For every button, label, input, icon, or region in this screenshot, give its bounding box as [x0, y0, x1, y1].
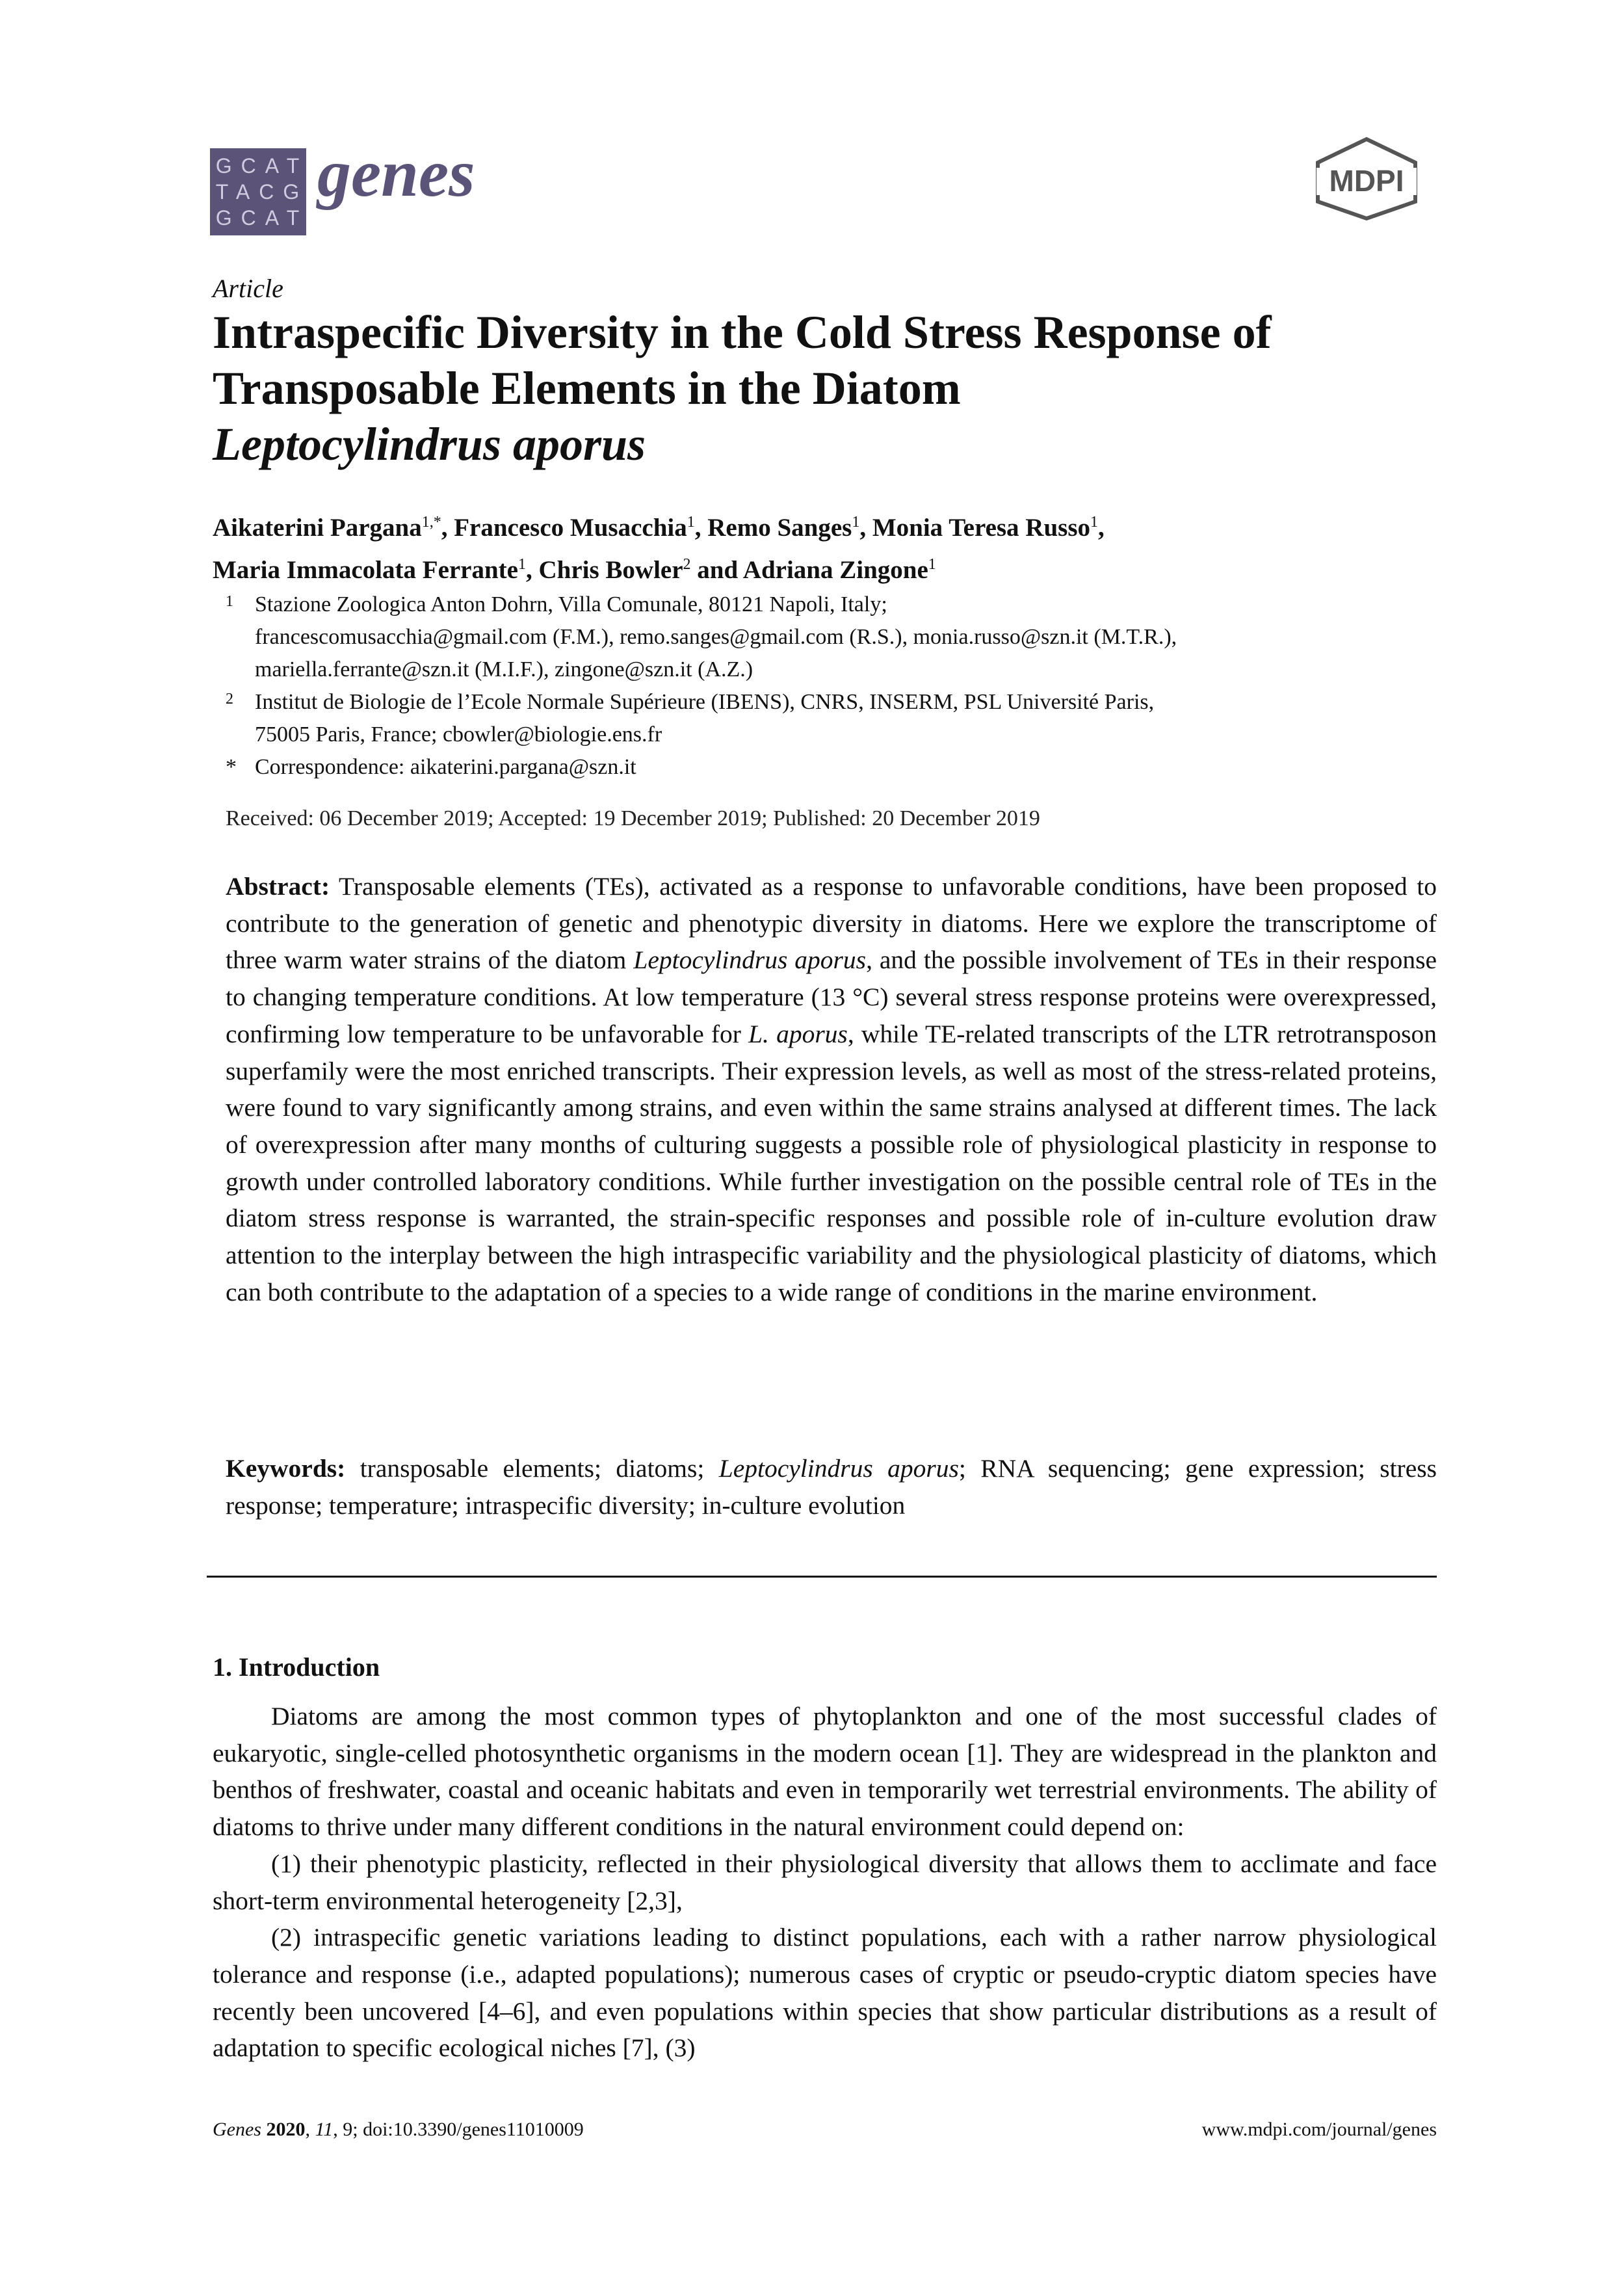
author-sep: ,: [694, 514, 708, 542]
title-line-1: Intraspecific Diversity in the Cold Stress Response of: [213, 306, 1272, 358]
author-affil-sup: 1: [517, 556, 526, 573]
author-affil-sup: 1: [928, 556, 936, 573]
species-name: L. aporus: [748, 1019, 848, 1048]
author-name: Remo Sanges: [707, 514, 852, 542]
correspondence-text: Correspondence: aikaterini.pargana@szn.it: [255, 755, 636, 779]
journal-logo-icon: [210, 148, 309, 235]
affiliation-line: Institut de Biologie de l’Ecole Normale Supérieure (IBENS), CNRS, INSERM, PSL Université Paris,: [255, 690, 1155, 714]
section-divider: [207, 1576, 1437, 1578]
author-affil-sup: 1: [1090, 514, 1099, 531]
author-sep: ,: [441, 514, 454, 542]
affiliation-text: [255, 686, 1428, 751]
body-paragraph: (1) their phenotypic plasticity, reflected in their physiological diversity that allows them to acclimate and face short-term environmental heterogeneity [2,3],: [213, 1849, 1437, 1915]
footer-volume: 11: [315, 2119, 334, 2140]
author-affil-sup: 1,*: [421, 514, 441, 531]
title-line-2: Transposable Elements in the Diatom: [213, 362, 961, 414]
abstract-text: , and the possible involvement of TEs in their response to changing temperature conditions. At low temperature (13 °C) several stress response proteins were overexpressed, confirming low temperature to be unfavorable for: [226, 946, 1437, 1048]
citation-footer: Genes 2020, 11, 9; doi:10.3390/genes11010009: [213, 2119, 584, 2140]
introduction-body: [213, 1698, 1437, 2067]
keywords-text: transposable elements; diatoms;: [345, 1454, 719, 1483]
affiliation-line: mariella.ferrante@szn.it (M.I.F.), zingone@szn.it (A.Z.): [255, 657, 753, 681]
body-paragraph: Diatoms are among the most common types of phytoplankton and one of the most successful clades of eukaryotic, single-celled photosynthetic organisms in the modern ocean [1]. They are widespread in the plankton and benthos of freshwater, coastal and oceanic habitats and even in temporarily wet terrestrial environments. The ability of diatoms to thrive under many different conditions in the natural environment could depend on:: [213, 1702, 1437, 1842]
affiliation-item: [226, 589, 1428, 686]
author-affil-sup: 1: [687, 514, 695, 531]
author-name: Aikaterini Pargana: [213, 514, 422, 542]
body-paragraph: (2) intraspecific genetic variations leading to distinct populations, each with a rather narrow physiological tolerance and response (i.e., adapted populations); numerous cases of cryptic or pseudo-cryptic diatom species have recently been uncovered [4–6], and even populations within species that show particular distributions as a result of adaptation to specific ecological niches [7], (3): [213, 1923, 1437, 2063]
author-name: Monia Teresa Russo: [872, 514, 1091, 542]
keywords-label: Keywords:: [226, 1454, 346, 1483]
author-affil-sup: 1: [852, 514, 860, 531]
keywords-text: ; RNA sequencing; gene expression; stress response; temperature; intraspecific diversity; in-culture evolution: [226, 1454, 1437, 1520]
author-name: Maria Immacolata Ferrante: [213, 556, 518, 584]
author-sep: ,: [525, 556, 539, 584]
affiliation-item: [226, 686, 1428, 751]
affiliation-mark: 2: [226, 691, 233, 708]
abstract-text: Transposable elements (TEs), activated as a response to unfavorable conditions, have been proposed to contribute to the generation of genetic and phenotypic diversity in diatoms. Here we explore the transcriptome of three warm water strains of the diatom: [226, 872, 1437, 975]
author-affil-sup: 2: [683, 556, 691, 573]
affiliation-mark: 1: [226, 593, 233, 610]
footer-year: 2020: [266, 2119, 306, 2140]
logo-letters-row1: GCAT: [215, 154, 309, 178]
svg-text:MDPI: MDPI: [1329, 164, 1404, 198]
affiliation-item: [226, 751, 1428, 784]
species-name: Leptocylindrus aporus: [718, 1454, 959, 1483]
author-sep: ,: [1098, 514, 1105, 542]
author-name: Adriana Zingone: [742, 556, 928, 584]
section-heading: 1. Introduction: [213, 1652, 380, 1682]
affiliation-line: francescomusacchia@gmail.com (F.M.), remo.sanges@gmail.com (R.S.), monia.russo@szn.it (M.T.R.),: [255, 625, 1177, 649]
title-line-3: Leptocylindrus aporus: [213, 418, 646, 470]
author-sep: and: [690, 556, 743, 584]
footer-journal: Genes: [213, 2119, 261, 2140]
publication-dates: Received: 06 December 2019; Accepted: 19 December 2019; Published: 20 December 2019: [226, 806, 1040, 830]
abstract-text: , while TE-related transcripts of the LTR retrotransposon superfamily were the most enriched transcripts. Their expression levels, as well as most of the stress-related proteins, were found to vary significantly among strains, and even within the same strains analysed at different times. The lack of overexpression after many months of culturing suggests a possible role of physiological plasticity in response to growth under controlled laboratory conditions. While further investigation on the possible central role of TEs in the diatom stress response is warranted, the strain-specific responses and possible role of in-culture evolution draw attention to the interplay between the high intraspecific variability and the physiological plasticity of diatoms, which can both contribute to the adaptation of a species to a wide range of conditions in the marine environment.: [226, 1019, 1437, 1306]
author-list: [213, 504, 1415, 589]
article-title: [213, 304, 1448, 472]
journal-name: genes: [317, 136, 475, 211]
author-sep: ,: [859, 514, 872, 542]
species-name: Leptocylindrus aporus: [633, 946, 867, 975]
mdpi-logo-icon: [1311, 137, 1422, 221]
author-name: Francesco Musacchia: [454, 514, 687, 542]
abstract-label: Abstract:: [226, 872, 330, 901]
correspondence-mark: *: [226, 755, 237, 779]
footer-doi: , 9; doi:10.3390/genes11010009: [333, 2119, 584, 2140]
logo-letters-row2: TACG: [215, 180, 309, 204]
logo-letters-row3: GCAT: [215, 206, 309, 230]
affiliation-text: [255, 589, 1428, 686]
affiliation-line: Stazione Zoologica Anton Dohrn, Villa Comunale, 80121 Napoli, Italy;: [255, 592, 887, 616]
author-name: Chris Bowler: [538, 556, 683, 584]
affiliations: [226, 589, 1428, 784]
keywords: [226, 1450, 1437, 1524]
article-type: Article: [213, 274, 283, 303]
journal-url[interactable]: www.mdpi.com/journal/genes: [1201, 2119, 1437, 2140]
abstract: [226, 868, 1437, 1310]
affiliation-line: 75005 Paris, France; cbowler@biologie.ens.fr: [255, 722, 662, 747]
